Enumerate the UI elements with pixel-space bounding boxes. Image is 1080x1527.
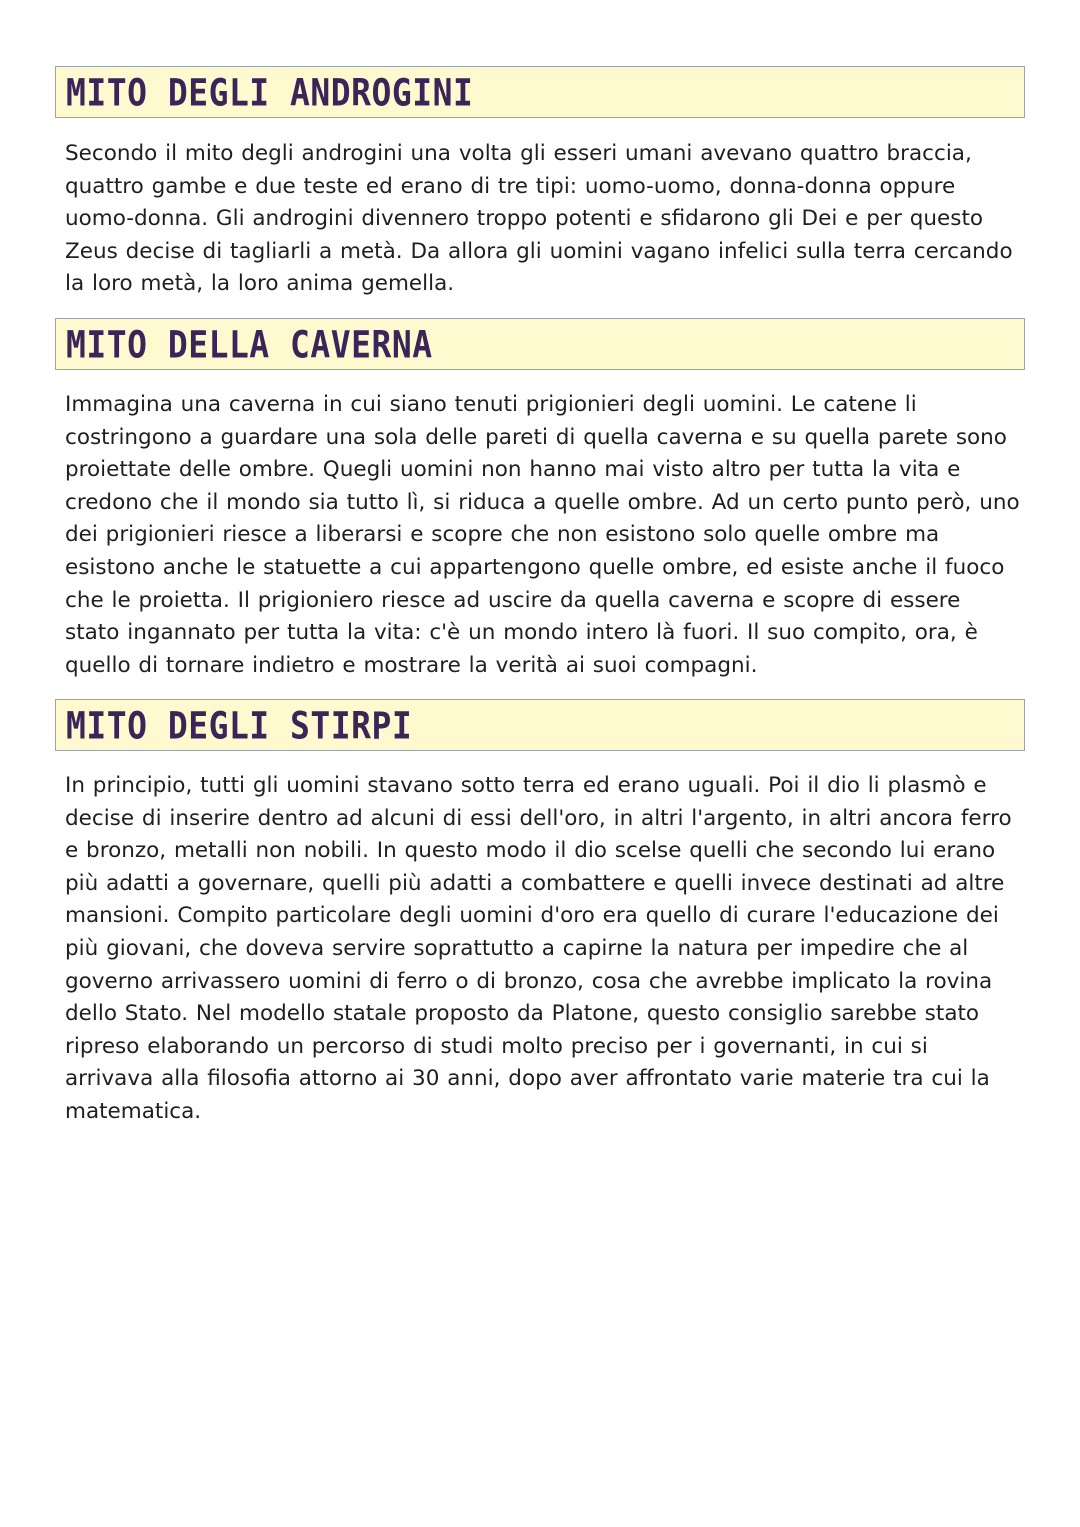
section-body-caverna: Immagina una caverna in cui siano tenuti prigionieri degli uomini. Le catene li costringono a guardare una sola delle pareti di quella caverna e su quella parete sono proiettate delle ombre. Quegli uomini non hanno mai visto altro per tutta la vita e credono che il mondo sia tutto lì, si riduca a quelle ombre. Ad un certo punto però, uno dei prigionieri riesce a liberarsi e scopre che non esistono solo quelle ombre ma esistono anche le statuette a cui appartengono quelle ombre, ed esiste anche il fuoco che le proietta. Il prigioniero riesce ad uscire da quella caverna e scopre di essere stato ingannato per tutta la vita: c'è un mondo intero là fuori. Il suo compito, ora, è quello di tornare indietro e mostrare la verità ai suoi compagni. [65,392,1020,678]
section-body-stirpi: In principio, tutti gli uomini stavano sotto terra ed erano uguali. Poi il dio li plasmò e decise di inserire dentro ad alcuni di essi dell'oro, in altri l'argento, in altri ancora ferro e bronzo, metalli non nobili. In questo modo il dio scelse quelli che secondo lui erano più adatti a governare, quelli più adatti a combattere e quelli invece destinati ad altre mansioni. Compito particolare degli uomini d'oro era quello di curare l'educazione dei più giovani, che doveva servire soprattutto a capirne la natura per impedire che al governo arrivassero uomini di ferro o di bronzo, cosa che avrebbe implicato la rovina dello Stato. Nel modello statale proposto da Platone, questo consiglio sarebbe stato ripreso elaborando un percorso di studi molto preciso per i governanti, in cui si arrivava alla filosofia attorno ai 30 anni, dopo aver affrontato varie materie tra cui la matematica. [65,773,1012,1124]
section-body-androgini: Secondo il mito degli androgini una volta gli esseri umani avevano quattro braccia, quattro gambe e due teste ed erano di tre tipi: uomo-uomo, donna-donna oppure uomo-donna. Gli androgini divennero troppo potenti e sfidarono gli Dei e per questo Zeus decise di tagliarli a metà. Da allora gli uomini vagano infelici sulla terra cercando la loro metà, la loro anima gemella. [65,141,1013,297]
section-title: MITO DEGLI ANDROGINI [66,70,474,114]
section-header-caverna [55,318,1025,370]
section-title: MITO DELLA CAVERNA [66,322,433,366]
section-header-androgini [55,66,1025,118]
section-header-stirpi [55,699,1025,751]
section-title: MITO DEGLI STIRPI [66,703,413,747]
